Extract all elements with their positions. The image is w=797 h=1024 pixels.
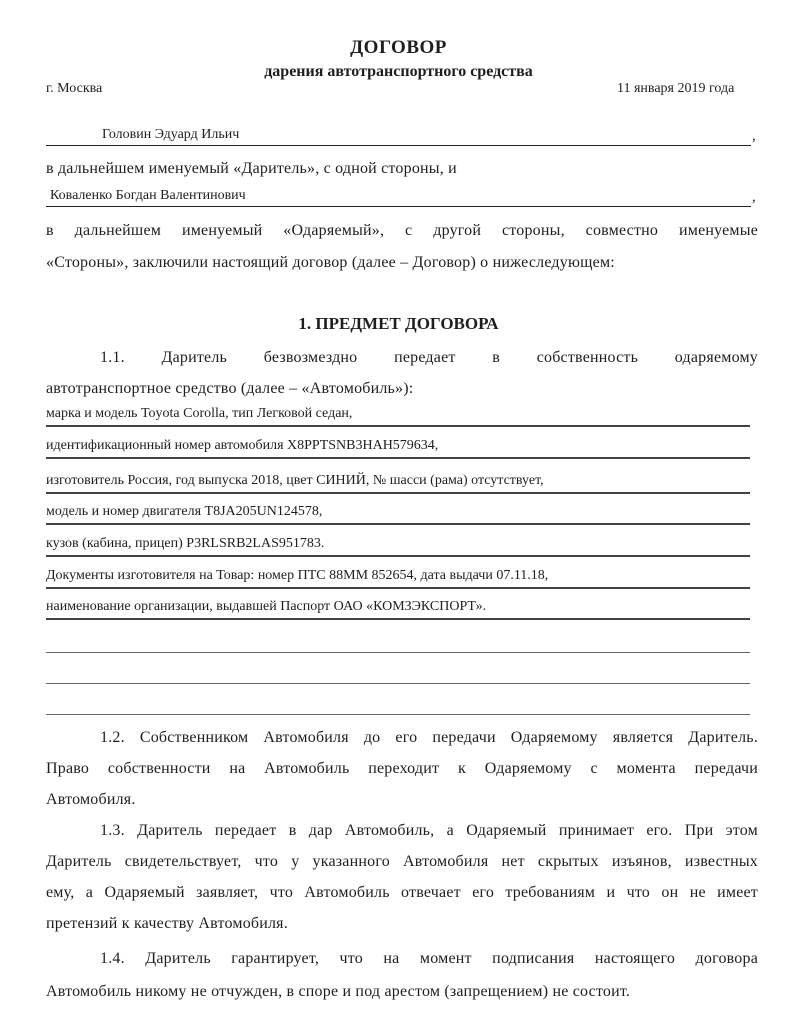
document-title: ДОГОВОР <box>350 37 447 58</box>
document-subtitle: дарения автотранспортного средства <box>264 63 533 80</box>
car-detail-text: изготовитель Россия, год выпуска 2018, цвет СИНИЙ, № шасси (рама) отсутствует, <box>46 473 544 488</box>
donor-name: Головин Эдуард Ильич <box>102 127 240 142</box>
clause-1-2-line3: Автомобиля. <box>46 791 136 808</box>
clause-1-1-line2: автотранспортное средство (далее – «Автомобиль»): <box>46 380 414 397</box>
blank-line <box>46 652 750 653</box>
blank-line <box>46 714 750 715</box>
car-detail-line <box>46 503 750 525</box>
clause-1-3-line4: претензий к качеству Автомобиля. <box>46 915 288 932</box>
recipient-name: Коваленко Богдан Валентинович <box>50 188 246 203</box>
donor-text: в дальнейшем именуемый «Даритель», с одной стороны, и <box>46 160 457 177</box>
car-detail-line <box>46 598 750 620</box>
donor-name-field <box>46 125 751 146</box>
car-detail-line <box>46 437 750 459</box>
clause-1-1-line1: 1.1. Даритель безвозмездно передает в собственность одаряемому <box>100 349 758 366</box>
car-detail-text: наименование организации, выдавшей Паспорт ОАО «КОМЗЭКСПОРТ». <box>46 599 487 614</box>
date: 11 января 2019 года <box>617 81 735 96</box>
car-detail-text: марка и модель Toyota Corolla, тип Легковой седан, <box>46 406 353 421</box>
car-detail-text: идентификационный номер автомобиля X8PPTSNB3HAH579634, <box>46 438 439 453</box>
city: г. Москва <box>46 81 103 96</box>
car-detail-text: модель и номер двигателя T8JA205UN124578, <box>46 504 323 519</box>
clause-1-4-line2: Автомобиль никому не отчужден, в споре и под арестом (запрещением) не состоит. <box>46 983 631 1000</box>
clause-1-2-line1: 1.2. Собственником Автомобиля до его передачи Одаряемому является Даритель. <box>100 729 758 746</box>
recipient-text-line1: в дальнейшем именуемый «Одаряемый», с другой стороны, совместно именуемые <box>46 222 758 239</box>
clause-1-3-line2: Даритель свидетельствует, что у указанного Автомобиля нет скрытых изъянов, известных <box>46 853 758 870</box>
car-detail-line <box>46 567 750 589</box>
car-detail-line <box>46 405 750 427</box>
clause-1-4-line1: 1.4. Даритель гарантирует, что на момент подписания настоящего договора <box>100 950 758 967</box>
car-detail-line <box>46 535 750 557</box>
section-heading: 1. ПРЕДМЕТ ДОГОВОРА <box>298 314 499 333</box>
comma: , <box>752 128 756 144</box>
recipient-name-field <box>46 186 751 207</box>
blank-line <box>46 683 750 684</box>
comma: , <box>752 189 756 205</box>
car-detail-text: кузов (кабина, прицеп) P3RLSRB2LAS951783. <box>46 536 325 551</box>
car-detail-text: Документы изготовителя на Товар: номер ПТС 88ММ 852654, дата выдачи 07.11.18, <box>46 568 549 583</box>
clause-1-2-line2: Право собственности на Автомобиль переходит к Одаряемому с момента передачи <box>46 760 758 777</box>
clause-1-3-line3: ему, а Одаряемый заявляет, что Автомобиль отвечает его требованиям и что он не имеет <box>46 884 758 901</box>
clause-1-3-line1: 1.3. Даритель передает в дар Автомобиль, а Одаряемый принимает его. При этом <box>100 822 758 839</box>
car-detail-line <box>46 472 750 494</box>
recipient-text-line2: «Стороны», заключили настоящий договор (далее – Договор) о нижеследующем: <box>46 254 615 271</box>
